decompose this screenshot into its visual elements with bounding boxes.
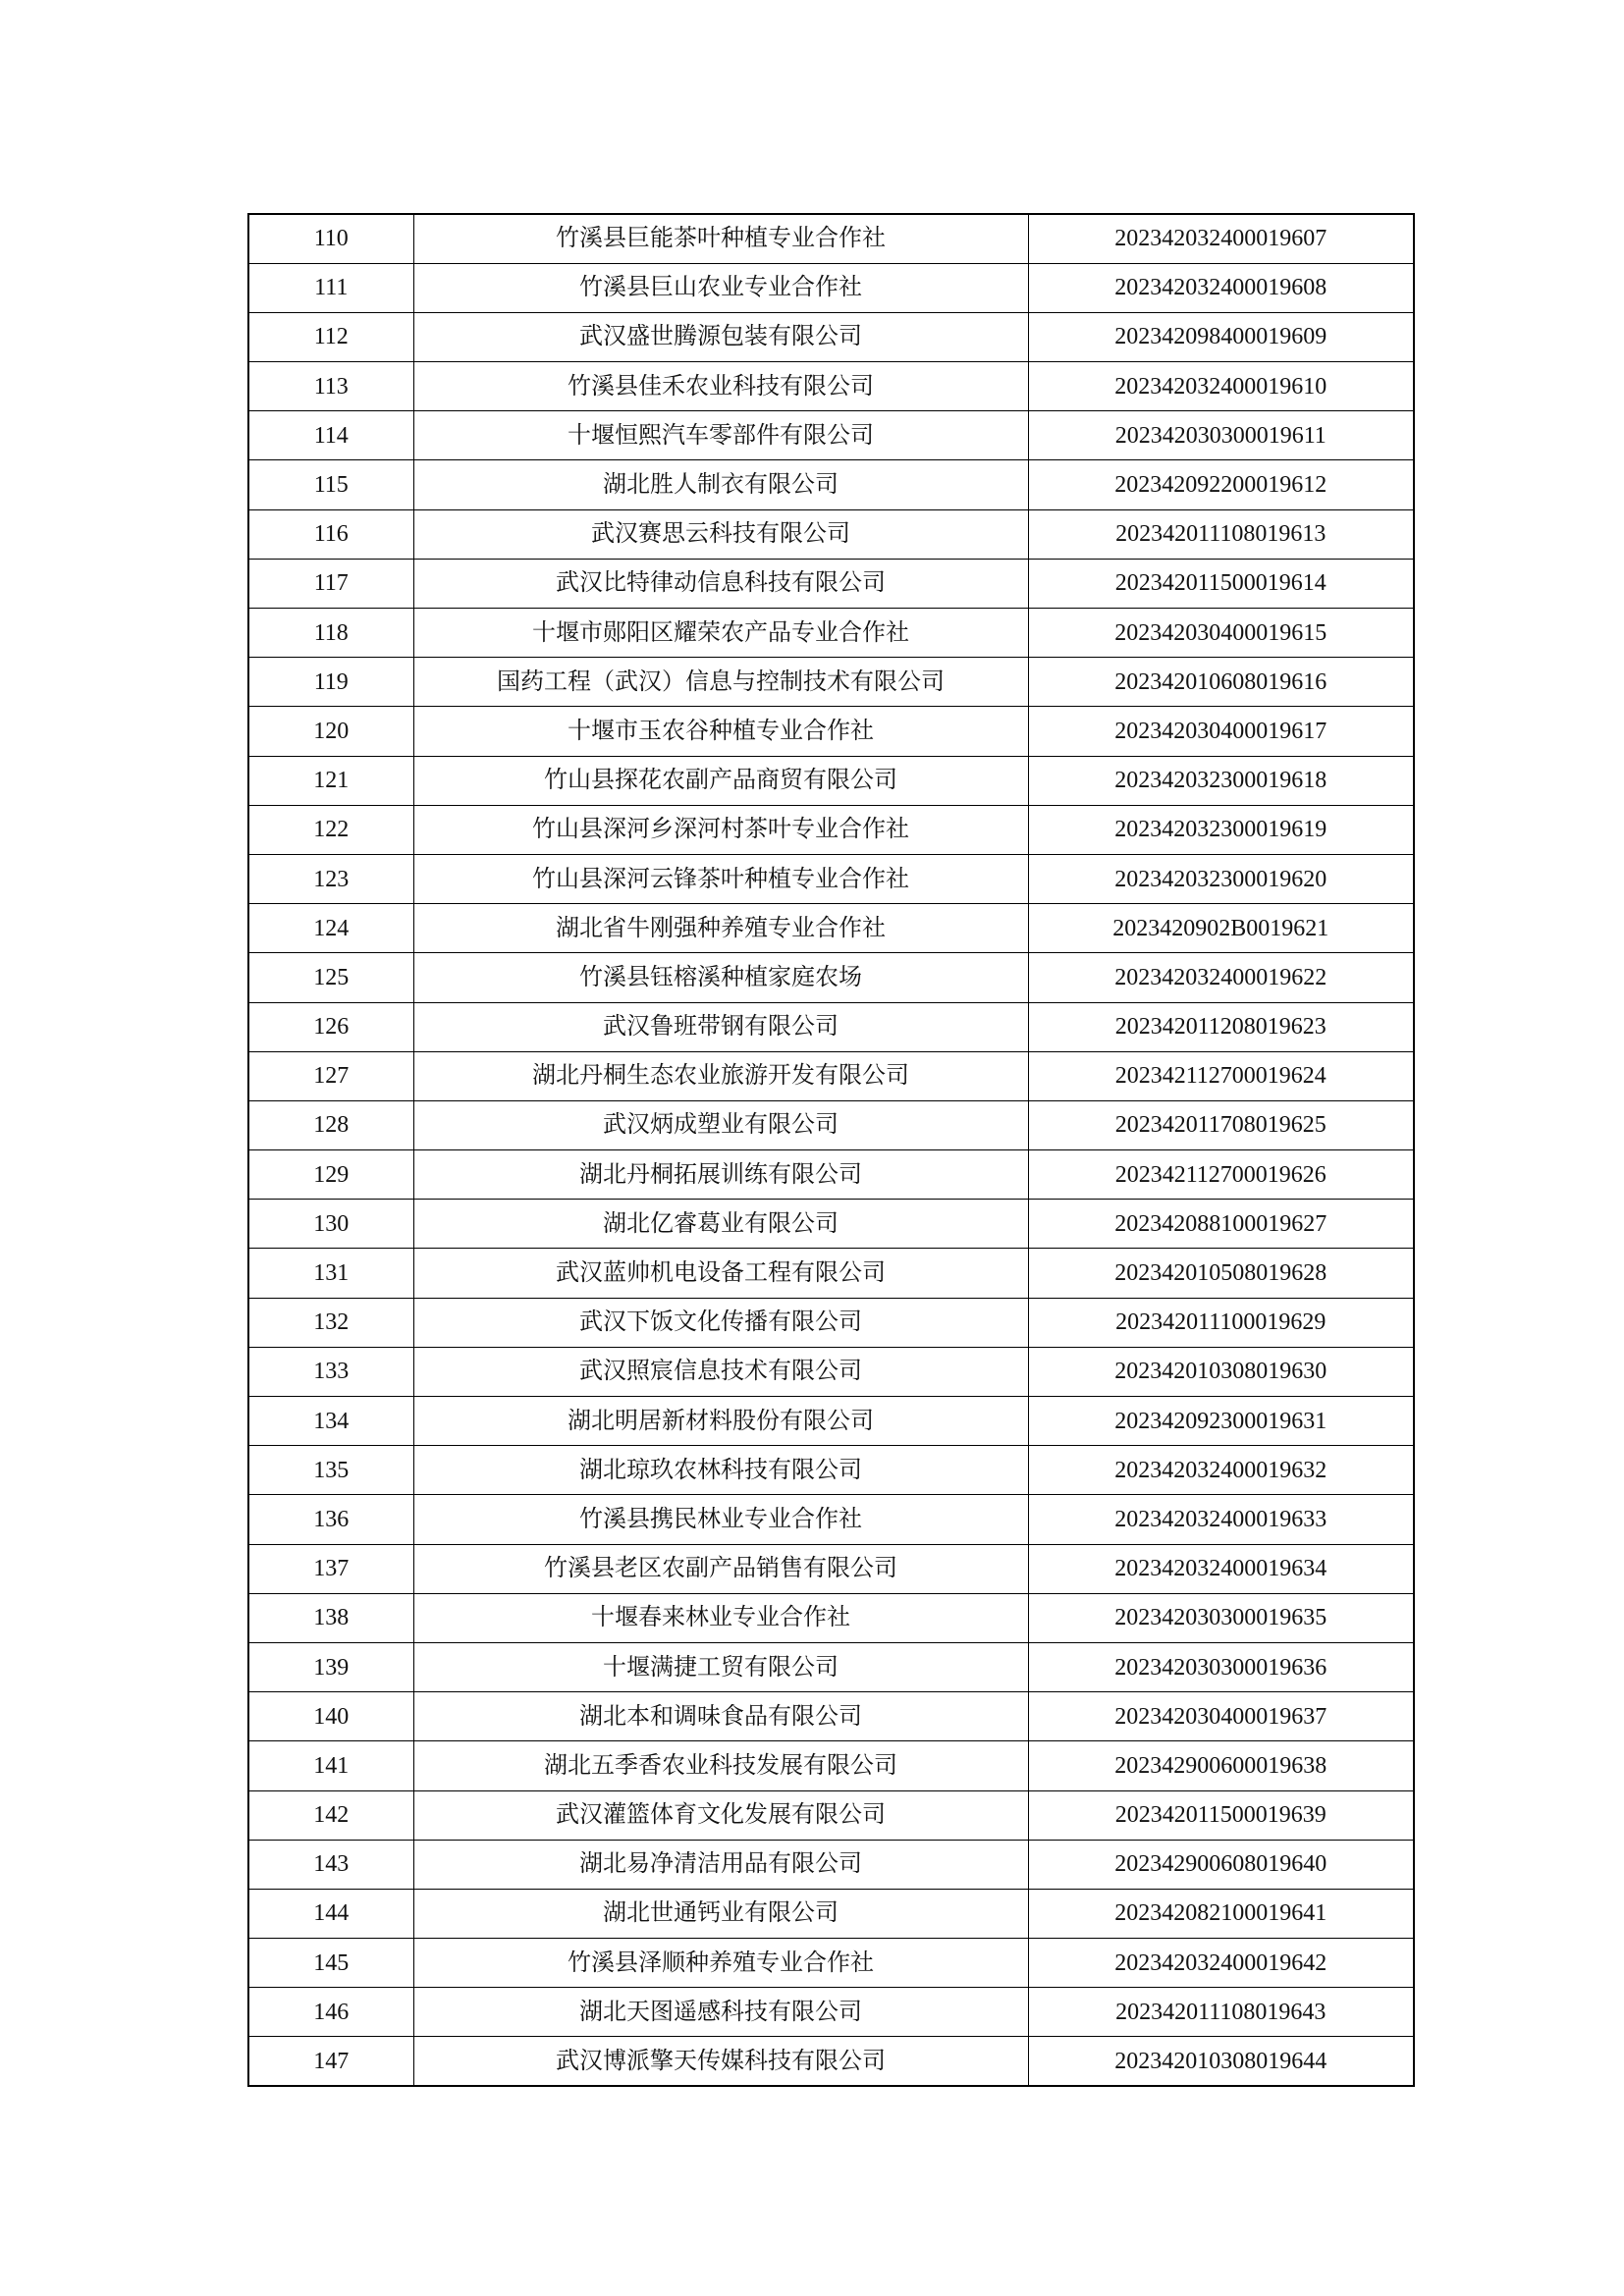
registration-code-cell: 202342900600019638	[1028, 1741, 1414, 1790]
table-row	[248, 1200, 1414, 1249]
company-name-cell: 竹溪县巨山农业专业合作社	[413, 263, 1028, 312]
registration-code-cell: 2023420902B0019621	[1028, 904, 1414, 953]
row-number-cell: 137	[248, 1544, 413, 1593]
row-number-cell: 147	[248, 2037, 413, 2086]
table-row	[248, 1397, 1414, 1446]
table-row	[248, 362, 1414, 411]
company-name-cell: 湖北亿睿葛业有限公司	[413, 1200, 1028, 1249]
registration-code-cell: 202342010508019628	[1028, 1249, 1414, 1298]
registration-code-cell: 202342092200019612	[1028, 460, 1414, 509]
table-row	[248, 1988, 1414, 2037]
table-row	[248, 1840, 1414, 1889]
company-name-cell: 竹溪县老区农副产品销售有限公司	[413, 1544, 1028, 1593]
row-number-cell: 145	[248, 1939, 413, 1988]
company-name-cell: 武汉赛思云科技有限公司	[413, 509, 1028, 559]
company-name-cell: 湖北五季香农业科技发展有限公司	[413, 1741, 1028, 1790]
registration-code-cell: 202342032300019619	[1028, 805, 1414, 854]
table-row	[248, 1446, 1414, 1495]
registration-code-cell: 202342030400019617	[1028, 707, 1414, 756]
table-row	[248, 559, 1414, 608]
row-number-cell: 142	[248, 1790, 413, 1840]
row-number-cell: 129	[248, 1150, 413, 1200]
row-number-cell: 123	[248, 854, 413, 903]
company-name-cell: 湖北本和调味食品有限公司	[413, 1692, 1028, 1741]
table-row	[248, 1642, 1414, 1691]
registration-code-cell: 202342032400019634	[1028, 1544, 1414, 1593]
row-number-cell: 111	[248, 263, 413, 312]
company-name-cell: 武汉照宸信息技术有限公司	[413, 1347, 1028, 1396]
registration-code-cell: 202342092300019631	[1028, 1397, 1414, 1446]
registration-code-cell: 202342030300019636	[1028, 1642, 1414, 1691]
table-row	[248, 460, 1414, 509]
registration-code-cell: 202342088100019627	[1028, 1200, 1414, 1249]
table-row	[248, 1002, 1414, 1051]
registration-code-cell: 202342032400019610	[1028, 362, 1414, 411]
row-number-cell: 139	[248, 1642, 413, 1691]
registration-code-cell: 202342030300019635	[1028, 1593, 1414, 1642]
row-number-cell: 113	[248, 362, 413, 411]
row-number-cell: 118	[248, 609, 413, 658]
table-row	[248, 707, 1414, 756]
row-number-cell: 135	[248, 1446, 413, 1495]
row-number-cell: 121	[248, 756, 413, 805]
registration-code-cell: 202342112700019624	[1028, 1051, 1414, 1100]
registration-code-cell: 202342082100019641	[1028, 1889, 1414, 1938]
company-name-cell: 竹溪县携民林业专业合作社	[413, 1495, 1028, 1544]
table-row	[248, 953, 1414, 1002]
company-name-cell: 竹溪县佳禾农业科技有限公司	[413, 362, 1028, 411]
registration-code-cell: 202342900608019640	[1028, 1840, 1414, 1889]
row-number-cell: 115	[248, 460, 413, 509]
row-number-cell: 116	[248, 509, 413, 559]
row-number-cell: 114	[248, 411, 413, 460]
company-name-cell: 湖北琼玖农林科技有限公司	[413, 1446, 1028, 1495]
company-name-cell: 湖北丹桐拓展训练有限公司	[413, 1150, 1028, 1200]
table-row	[248, 805, 1414, 854]
row-number-cell: 124	[248, 904, 413, 953]
company-name-cell: 十堰恒熙汽车零部件有限公司	[413, 411, 1028, 460]
row-number-cell: 143	[248, 1840, 413, 1889]
table-row	[248, 1593, 1414, 1642]
row-number-cell: 125	[248, 953, 413, 1002]
row-number-cell: 130	[248, 1200, 413, 1249]
row-number-cell: 141	[248, 1741, 413, 1790]
row-number-cell: 131	[248, 1249, 413, 1298]
registration-code-cell: 202342011108019613	[1028, 509, 1414, 559]
registration-code-cell: 202342011208019623	[1028, 1002, 1414, 1051]
registration-code-cell: 202342010608019616	[1028, 658, 1414, 707]
row-number-cell: 144	[248, 1889, 413, 1938]
company-name-cell: 湖北省牛刚强种养殖专业合作社	[413, 904, 1028, 953]
registration-code-cell: 202342030400019615	[1028, 609, 1414, 658]
registration-code-cell: 202342032400019642	[1028, 1939, 1414, 1988]
row-number-cell: 126	[248, 1002, 413, 1051]
company-name-cell: 武汉博派擎天传媒科技有限公司	[413, 2037, 1028, 2086]
row-number-cell: 112	[248, 312, 413, 361]
row-number-cell: 117	[248, 559, 413, 608]
table-row	[248, 1298, 1414, 1347]
registration-code-cell: 202342011708019625	[1028, 1100, 1414, 1149]
company-name-cell: 竹山县深河云锋茶叶种植专业合作社	[413, 854, 1028, 903]
row-number-cell: 128	[248, 1100, 413, 1149]
table-row	[248, 1051, 1414, 1100]
table-row	[248, 1939, 1414, 1988]
table-row	[248, 1150, 1414, 1200]
company-name-cell: 湖北世通钙业有限公司	[413, 1889, 1028, 1938]
row-number-cell: 134	[248, 1397, 413, 1446]
row-number-cell: 127	[248, 1051, 413, 1100]
table-row	[248, 1347, 1414, 1396]
table-row	[248, 411, 1414, 460]
company-registration-table	[247, 213, 1415, 2087]
table-row	[248, 854, 1414, 903]
company-name-cell: 十堰春来林业专业合作社	[413, 1593, 1028, 1642]
row-number-cell: 140	[248, 1692, 413, 1741]
registration-code-cell: 202342032400019632	[1028, 1446, 1414, 1495]
row-number-cell: 138	[248, 1593, 413, 1642]
registration-code-cell: 202342098400019609	[1028, 312, 1414, 361]
company-name-cell: 竹溪县泽顺种养殖专业合作社	[413, 1939, 1028, 1988]
company-name-cell: 湖北天图遥感科技有限公司	[413, 1988, 1028, 2037]
row-number-cell: 122	[248, 805, 413, 854]
table-row	[248, 312, 1414, 361]
table-row	[248, 904, 1414, 953]
row-number-cell: 133	[248, 1347, 413, 1396]
company-name-cell: 十堰满捷工贸有限公司	[413, 1642, 1028, 1691]
registration-code-cell: 202342010308019644	[1028, 2037, 1414, 2086]
table-row	[248, 1544, 1414, 1593]
company-name-cell: 湖北丹桐生态农业旅游开发有限公司	[413, 1051, 1028, 1100]
table-row	[248, 1741, 1414, 1790]
company-name-cell: 竹溪县钰榕溪种植家庭农场	[413, 953, 1028, 1002]
company-name-cell: 武汉下饭文化传播有限公司	[413, 1298, 1028, 1347]
company-name-cell: 武汉炳成塑业有限公司	[413, 1100, 1028, 1149]
row-number-cell: 146	[248, 1988, 413, 2037]
company-name-cell: 湖北明居新材料股份有限公司	[413, 1397, 1028, 1446]
registration-code-cell: 202342032300019618	[1028, 756, 1414, 805]
registration-code-cell: 202342032400019633	[1028, 1495, 1414, 1544]
table-row	[248, 1790, 1414, 1840]
company-name-cell: 十堰市玉农谷种植专业合作社	[413, 707, 1028, 756]
table-row	[248, 263, 1414, 312]
row-number-cell: 132	[248, 1298, 413, 1347]
table-row	[248, 756, 1414, 805]
registration-code-cell: 202342011108019643	[1028, 1988, 1414, 2037]
table-row	[248, 1249, 1414, 1298]
table-row	[248, 2037, 1414, 2086]
table-row	[248, 214, 1414, 263]
company-name-cell: 竹溪县巨能茶叶种植专业合作社	[413, 214, 1028, 263]
registration-code-cell: 202342011100019629	[1028, 1298, 1414, 1347]
registration-code-cell: 202342112700019626	[1028, 1150, 1414, 1200]
registration-code-cell: 202342030400019637	[1028, 1692, 1414, 1741]
company-name-cell: 武汉灌篮体育文化发展有限公司	[413, 1790, 1028, 1840]
registration-code-cell: 202342010308019630	[1028, 1347, 1414, 1396]
registration-code-cell: 202342032400019608	[1028, 263, 1414, 312]
table-row	[248, 1692, 1414, 1741]
company-name-cell: 国药工程（武汉）信息与控制技术有限公司	[413, 658, 1028, 707]
registration-code-cell: 202342011500019639	[1028, 1790, 1414, 1840]
company-name-cell: 武汉鲁班带钢有限公司	[413, 1002, 1028, 1051]
table-body	[248, 214, 1414, 2086]
company-name-cell: 十堰市郧阳区耀荣农产品专业合作社	[413, 609, 1028, 658]
table-row	[248, 1100, 1414, 1149]
registration-code-cell: 202342011500019614	[1028, 559, 1414, 608]
row-number-cell: 120	[248, 707, 413, 756]
registration-code-cell: 202342032400019607	[1028, 214, 1414, 263]
registration-code-cell: 202342032400019622	[1028, 953, 1414, 1002]
row-number-cell: 119	[248, 658, 413, 707]
registration-code-cell: 202342030300019611	[1028, 411, 1414, 460]
company-name-cell: 竹山县深河乡深河村茶叶专业合作社	[413, 805, 1028, 854]
table-row	[248, 609, 1414, 658]
table-row	[248, 1889, 1414, 1938]
company-name-cell: 武汉盛世腾源包装有限公司	[413, 312, 1028, 361]
company-name-cell: 竹山县探花农副产品商贸有限公司	[413, 756, 1028, 805]
company-name-cell: 湖北易净清洁用品有限公司	[413, 1840, 1028, 1889]
table-row	[248, 509, 1414, 559]
table-row	[248, 658, 1414, 707]
table-row	[248, 1495, 1414, 1544]
company-name-cell: 湖北胜人制衣有限公司	[413, 460, 1028, 509]
registration-code-cell: 202342032300019620	[1028, 854, 1414, 903]
row-number-cell: 136	[248, 1495, 413, 1544]
company-name-cell: 武汉比特律动信息科技有限公司	[413, 559, 1028, 608]
company-name-cell: 武汉蓝帅机电设备工程有限公司	[413, 1249, 1028, 1298]
row-number-cell: 110	[248, 214, 413, 263]
